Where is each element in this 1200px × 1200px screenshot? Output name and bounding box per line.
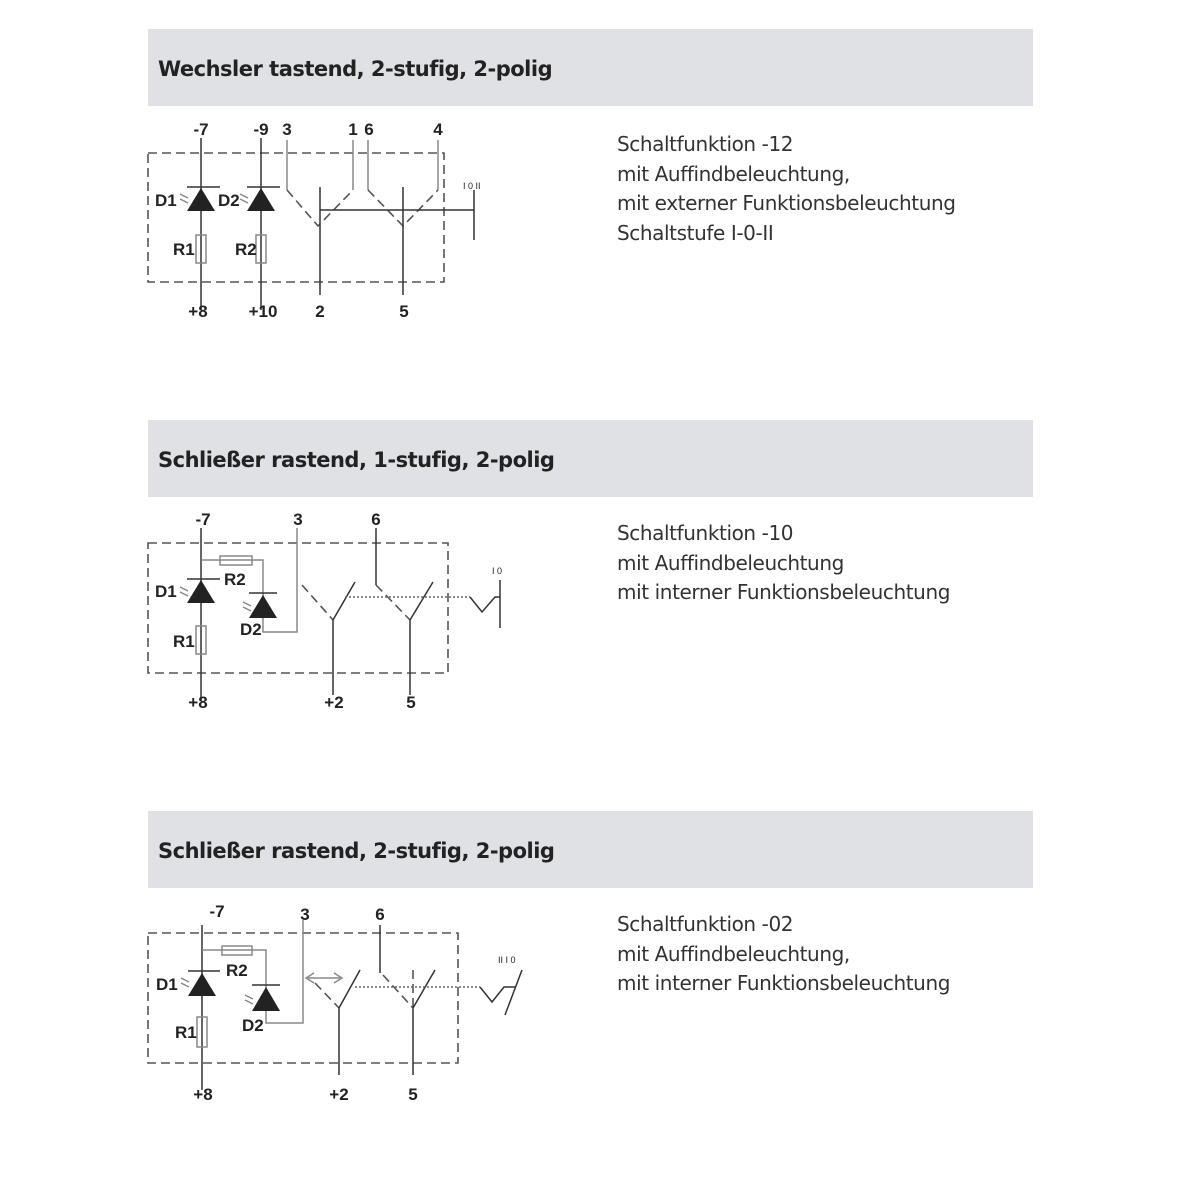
section-description-2: [617, 519, 950, 608]
description-line: mit Auffindbeleuchtung,: [617, 941, 850, 966]
switch-position-label: I 0: [492, 566, 503, 576]
terminal-label: 6: [364, 120, 374, 139]
switch-position-label: I 0 II: [463, 181, 481, 191]
description-line: mit interner Funktionsbeleuchtung: [617, 580, 951, 604]
terminal-label: +2: [324, 693, 344, 712]
component-label: D2: [240, 620, 262, 639]
circuit-diagram-2: [140, 500, 540, 720]
description-line: Schaltstufe I-0-II: [617, 220, 774, 245]
section-title: Schließer rastend, 1-stufig, 2-polig: [158, 448, 555, 472]
terminal-label: +8: [188, 302, 208, 321]
description-line: mit Auffindbeleuchtung,: [617, 161, 850, 186]
component-label: R1: [173, 240, 195, 259]
terminal-label: -9: [253, 120, 269, 139]
terminal-label: 5: [399, 302, 409, 321]
section-header-3: [148, 811, 1033, 888]
circuit-diagram-3: [140, 895, 540, 1115]
switch-position-label: II I 0: [498, 955, 516, 965]
terminal-label: +8: [188, 693, 208, 712]
circuit-diagram-1: [140, 110, 540, 330]
section-header-1: [148, 29, 1033, 106]
description-line: mit Auffindbeleuchtung: [617, 550, 844, 575]
component-label: R2: [235, 240, 257, 259]
terminal-label: 3: [300, 905, 310, 924]
terminal-label: 3: [282, 120, 292, 139]
terminal-label: +10: [248, 302, 278, 321]
terminal-label: 5: [406, 693, 416, 712]
component-label: R2: [224, 570, 246, 589]
description-line: Schaltfunktion -12: [617, 132, 794, 156]
component-label: D1: [156, 975, 178, 994]
section-header-2: [148, 420, 1033, 497]
terminal-label: -7: [195, 510, 211, 529]
component-label: D1: [155, 582, 177, 601]
section-title: Schließer rastend, 2-stufig, 2-polig: [158, 839, 555, 863]
terminal-label: -7: [209, 902, 225, 921]
terminal-label: 6: [371, 510, 381, 529]
component-label: D2: [218, 191, 240, 210]
component-label: D2: [242, 1016, 264, 1035]
description-line: Schaltfunktion -10: [617, 521, 794, 545]
description-line: mit interner Funktionsbeleuchtung: [617, 971, 951, 995]
terminal-label: +2: [329, 1085, 349, 1104]
terminal-label: 4: [433, 120, 443, 139]
terminal-label: 3: [293, 510, 303, 529]
section-description-3: [617, 910, 950, 999]
component-label: R1: [173, 632, 195, 651]
terminal-label: 6: [375, 905, 385, 924]
terminal-label: 5: [408, 1085, 418, 1104]
terminal-label: 1: [348, 120, 358, 139]
terminal-label: -7: [193, 120, 209, 139]
section-title: Wechsler tastend, 2-stufig, 2-polig: [158, 57, 553, 81]
component-label: R2: [226, 961, 248, 980]
component-label: R1: [175, 1023, 197, 1042]
component-label: D1: [155, 191, 177, 210]
description-line: Schaltfunktion -02: [617, 912, 794, 936]
description-line: mit externer Funktionsbeleuchtung: [617, 191, 956, 215]
section-description-1: [617, 130, 956, 248]
terminal-label: 2: [315, 302, 325, 321]
terminal-label: +8: [193, 1085, 213, 1104]
